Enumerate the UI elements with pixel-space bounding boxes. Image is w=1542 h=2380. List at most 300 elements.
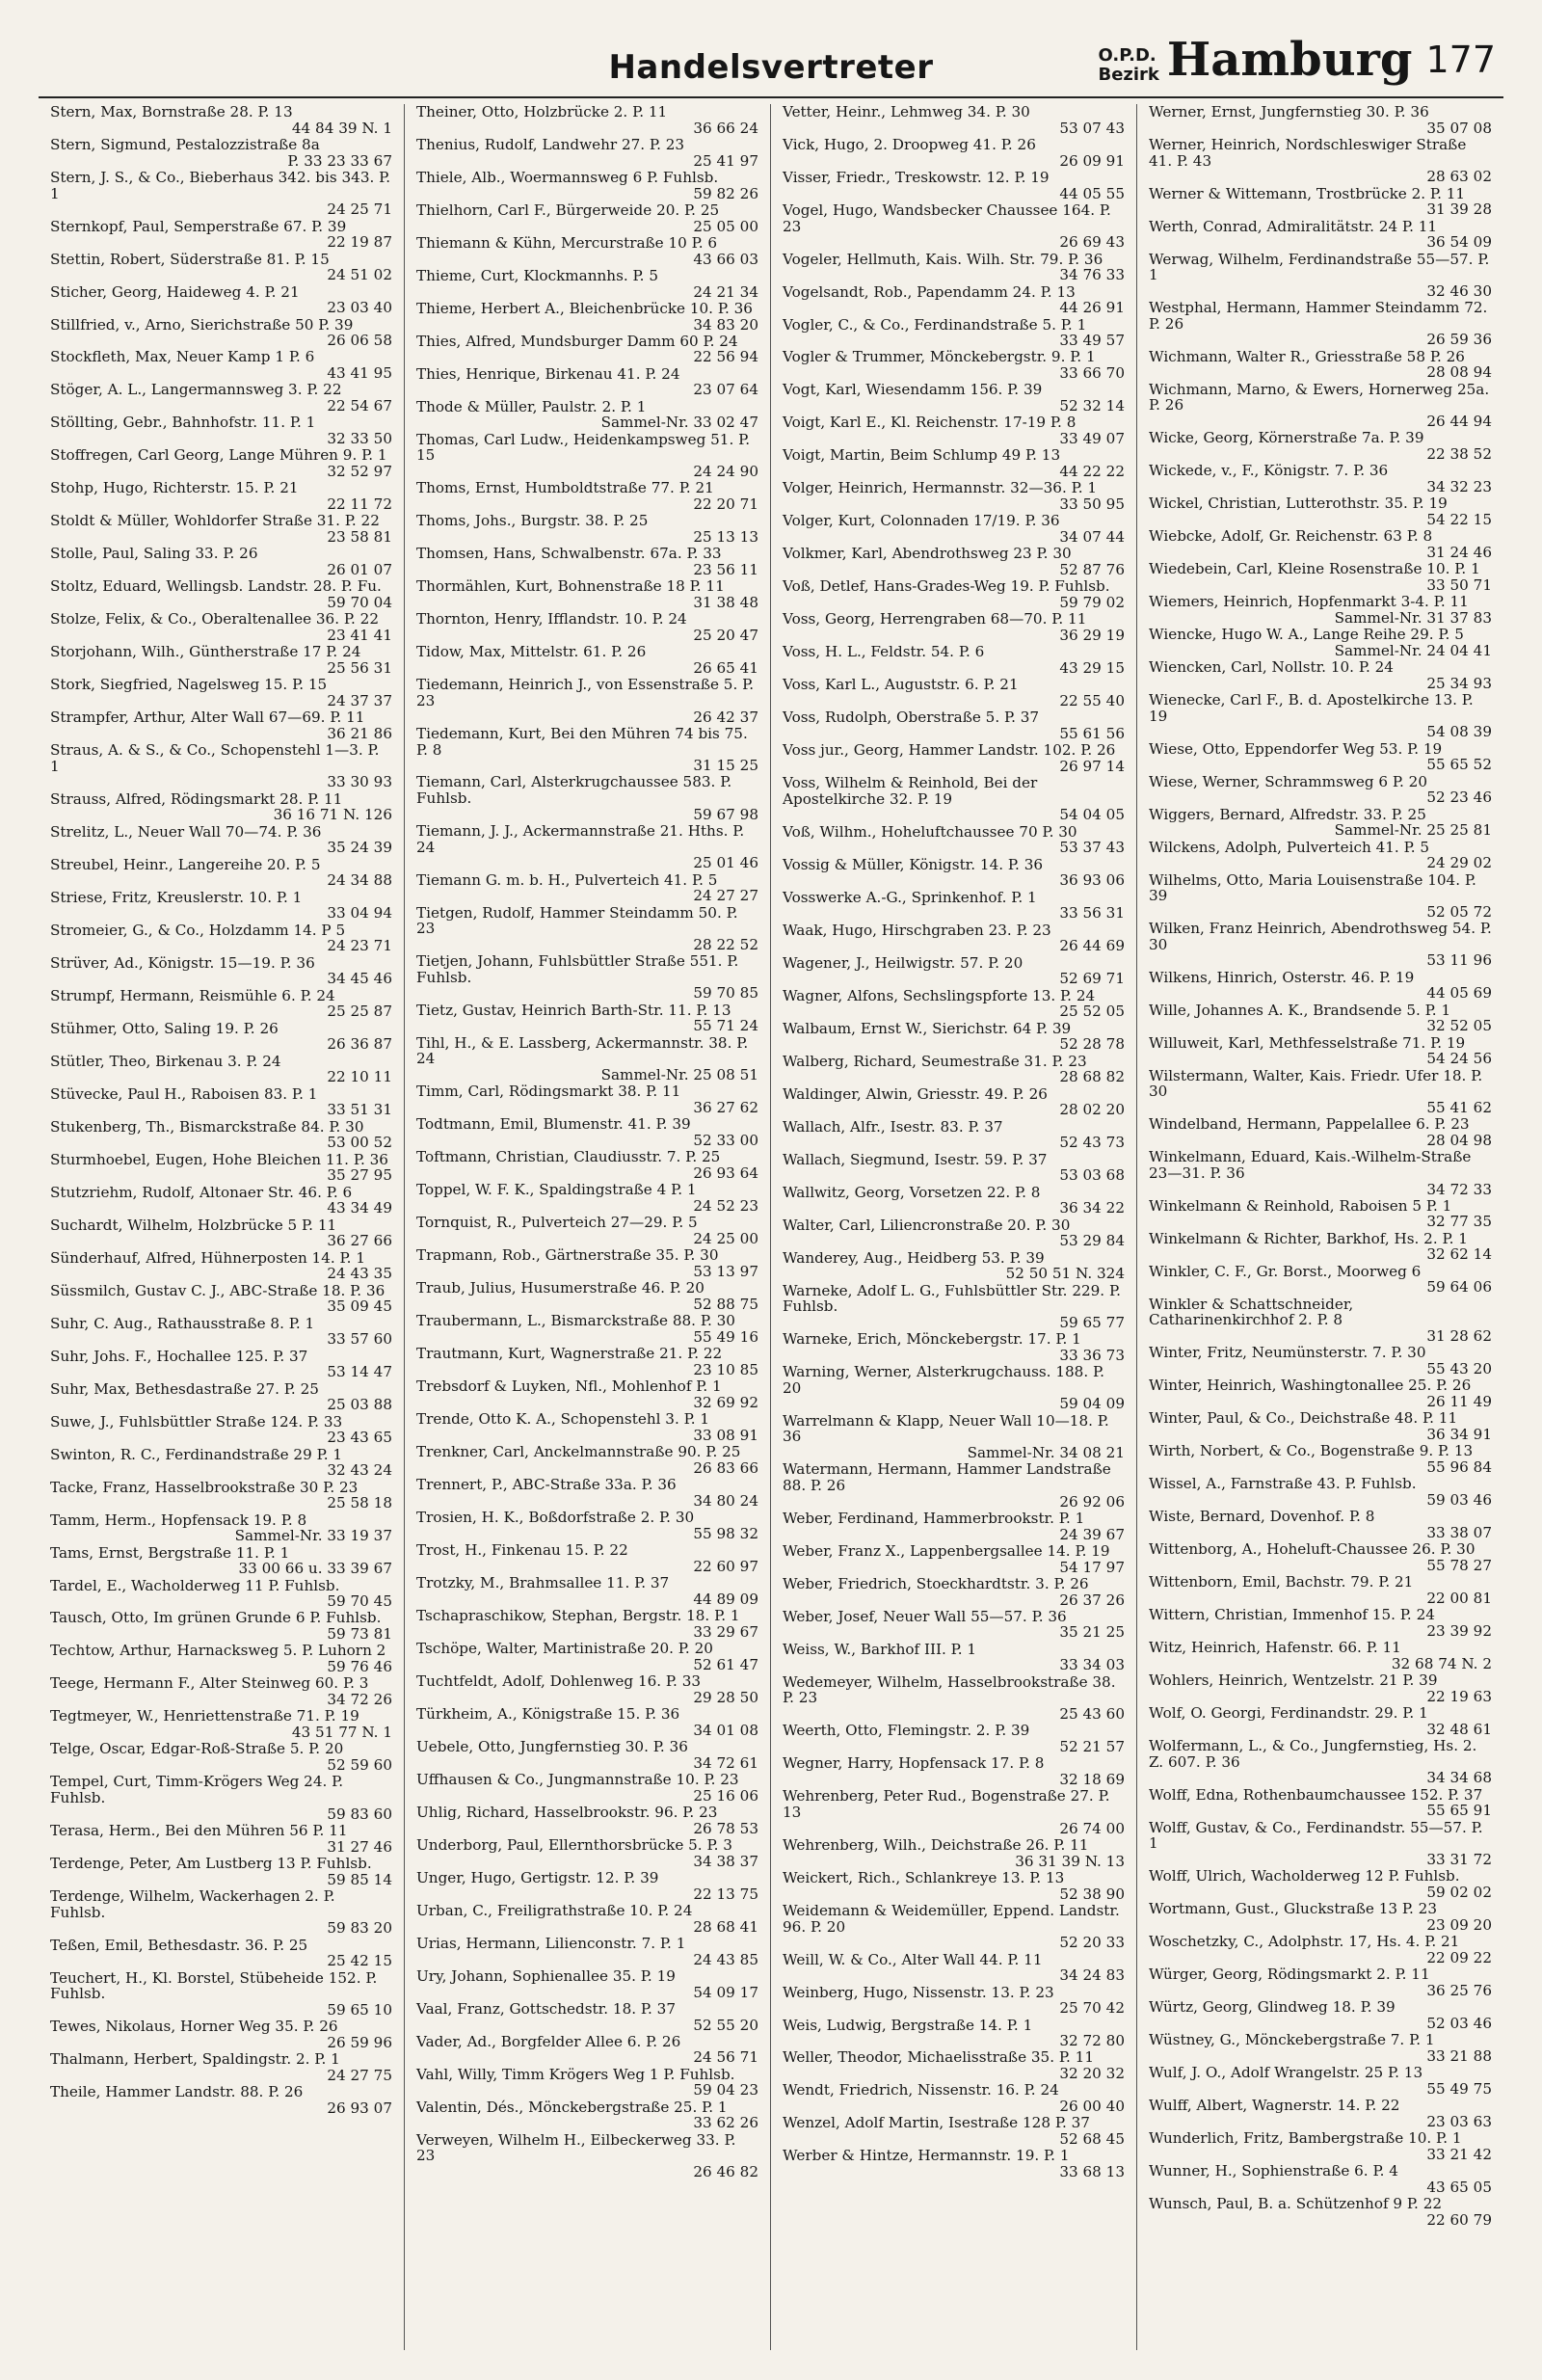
directory-entry [783, 1283, 1125, 1331]
entry-phone: 44 05 55 [1059, 184, 1125, 202]
directory-entry [416, 2067, 758, 2099]
entry-name-address: Uhlig, Richard, Hasselbrookstr. 96. P. 23 [416, 1804, 718, 1821]
entry-name-address: Wilken, Franz Heinrich, Abendrothsweg 54. P. 30 [1149, 920, 1492, 953]
directory-entry [783, 824, 1125, 856]
entry-name-address: Tidow, Max, Mittelstr. 61. P. 26 [416, 643, 647, 661]
entry-phone: 26 92 06 [1059, 1492, 1125, 1511]
entry-name-address: Vogeler, Hellmuth, Kais. Wilh. Str. 79. P. 36 [783, 250, 1103, 268]
directory-entry [50, 890, 392, 922]
entry-name-address: Weis, Ludwig, Bergstraße 14. P. 1 [783, 2016, 1033, 2034]
entry-name-address: Walter, Carl, Liliencronstraße 20. P. 30 [783, 1216, 1071, 1234]
entry-phone: 24 21 34 [693, 282, 758, 301]
entry-name-address: Strampfer, Arthur, Alter Wall 67—69. P. 11 [50, 709, 365, 727]
entry-name-address: Sünderhauf, Alfred, Hühnerposten 14. P. 1 [50, 1248, 365, 1267]
entry-phone: 25 58 18 [327, 1494, 392, 1512]
directory-entry [783, 1870, 1125, 1902]
entry-name-address: Tihl, H., & E. Lassberg, Ackermannstr. 38. P. 24 [416, 1033, 749, 1068]
directory-entry [1149, 219, 1492, 251]
entry-phone: 22 38 52 [1426, 444, 1492, 463]
directory-entry [1149, 1738, 1492, 1786]
entry-phone: 34 76 33 [1059, 266, 1125, 284]
entry-name-address: Winkler, C. F., Gr. Borst., Moorweg 6 [1149, 1262, 1422, 1280]
entry-phone: Sammel-Nr. 34 08 21 [967, 1443, 1125, 1461]
entry-phone: 44 26 91 [1059, 299, 1125, 317]
entry-name-address: Visser, Friedr., Treskowstr. 12. P. 19 [783, 168, 1050, 186]
directory-entry [50, 284, 392, 316]
entry-phone: 25 43 60 [1059, 1705, 1125, 1724]
entry-phone: 26 97 14 [1059, 757, 1125, 775]
directory-entry [1149, 561, 1492, 593]
directory-entry [50, 1970, 392, 2019]
entry-phone: 22 19 63 [1426, 1687, 1492, 1705]
directory-entry [1149, 2163, 1492, 2195]
entry-name-address: Strauss, Alfred, Rödingsmarkt 28. P. 11 [50, 789, 343, 808]
directory-entry [1149, 2065, 1492, 2097]
entry-phone: 26 44 94 [1426, 412, 1492, 430]
directory-entry [416, 170, 758, 201]
entry-phone: 33 68 13 [1059, 2163, 1125, 2181]
entry-phone: 23 03 40 [327, 299, 392, 317]
entry-phone: 31 27 46 [327, 1837, 392, 1856]
directory-entry [783, 1461, 1125, 1510]
directory-entry [1149, 382, 1492, 430]
entry-name-address: Theile, Hammer Landstr. 88. P. 26 [50, 2083, 304, 2101]
entry-phone: 52 33 00 [693, 1131, 758, 1149]
entry-name-address: Wiebcke, Adolf, Gr. Reichenstr. 63 P. 8 [1149, 527, 1433, 546]
directory-entry [416, 1542, 758, 1574]
entry-name-address: Wilstermann, Walter, Kais. Friedr. Ufer 18. P. 30 [1149, 1066, 1483, 1101]
entry-phone: 55 65 91 [1426, 1802, 1492, 1820]
entry-phone: 33 38 07 [1426, 1523, 1492, 1541]
directory-entry [783, 988, 1125, 1020]
entry-name-address: Stühmer, Otto, Saling 19. P. 26 [50, 1019, 279, 1037]
entry-phone: 31 28 62 [1426, 1327, 1492, 1346]
directory-entry [50, 742, 392, 790]
directory-entry [783, 1511, 1125, 1542]
entry-name-address: Trapmann, Rob., Gärtnerstraße 35. P. 30 [416, 1246, 719, 1265]
directory-entry [783, 349, 1125, 381]
entry-phone: 52 28 78 [1059, 1035, 1125, 1054]
entry-name-address: Woschetzky, C., Adolphstr. 17, Hs. 4. P. 21 [1149, 1933, 1460, 1951]
entry-name-address: Trautmann, Kurt, Wagnerstraße 21. P. 22 [416, 1345, 723, 1363]
entry-phone: 55 71 24 [693, 1017, 758, 1035]
entry-name-address: Techtow, Arthur, Harnacksweg 5. P. Luhorn 2 [50, 1642, 386, 1660]
entry-phone: 33 50 95 [1059, 495, 1125, 514]
directory-entry [1149, 186, 1492, 218]
entry-phone: 32 43 24 [327, 1461, 392, 1480]
directory-entry [1149, 1509, 1492, 1540]
entry-phone: 52 59 60 [327, 1756, 392, 1775]
directory-entry [416, 366, 758, 398]
entry-name-address: Vogler & Trummer, Mönckebergstr. 9. P. 1 [783, 348, 1096, 366]
directory-entry [50, 1054, 392, 1085]
entry-phone: 34 83 20 [693, 315, 758, 334]
entry-phone: 36 34 22 [1059, 1199, 1125, 1217]
entry-phone: 26 93 64 [693, 1163, 758, 1182]
directory-entry [783, 2018, 1125, 2049]
entry-name-address: Wilhelms, Otto, Maria Louisenstraße 104. P. 39 [1149, 870, 1476, 905]
entry-phone: 59 73 81 [327, 1625, 392, 1644]
entry-name-address: Straus, A. & S., & Co., Schopenstehl 1—3. P. 1 [50, 741, 380, 775]
entry-name-address: Windelband, Hermann, Pappelallee 6. P. 23 [1149, 1115, 1470, 1134]
directory-entry [1149, 463, 1492, 495]
directory-entry [1149, 104, 1492, 136]
entry-phone: 36 93 06 [1059, 871, 1125, 890]
directory-entry [1149, 528, 1492, 560]
entry-name-address: Weber, Friedrich, Stoeckhardtstr. 3. P. 26 [783, 1574, 1089, 1592]
directory-entry [50, 1185, 392, 1217]
entry-name-address: Theiner, Otto, Holzbrücke 2. P. 11 [416, 104, 668, 120]
entry-name-address: Wicke, Georg, Körnerstraße 7a. P. 39 [1149, 429, 1424, 447]
entry-phone: 22 55 40 [1059, 691, 1125, 709]
entry-phone: 33 30 93 [327, 773, 392, 791]
entry-name-address: Wulf, J. O., Adolf Wrangelstr. 25 P. 13 [1149, 2064, 1423, 2082]
entry-phone: 33 51 31 [327, 1101, 392, 1119]
entry-name-address: Thoms, Ernst, Humboldtstraße 77. P. 21 [416, 479, 714, 497]
directory-entry [416, 2001, 758, 2033]
directory-entry [1149, 1787, 1492, 1819]
entry-phone: 52 88 75 [693, 1295, 758, 1313]
directory-entry [783, 546, 1125, 577]
directory-entry [783, 1331, 1125, 1363]
entry-name-address: Watermann, Hermann, Hammer Landstraße 88. P. 26 [783, 1460, 1111, 1494]
entry-phone: 32 18 69 [1059, 1771, 1125, 1789]
directory-entry [416, 774, 758, 822]
directory-entry [783, 382, 1125, 414]
directory-entry [50, 170, 392, 218]
entry-name-address: Trebsdorf & Luyken, Nfl., Mohlenhof P. 1 [416, 1377, 722, 1396]
entry-phone: 52 43 73 [1059, 1134, 1125, 1152]
directory-entry [416, 1003, 758, 1034]
entry-phone: 22 10 11 [327, 1068, 392, 1086]
entry-name-address: Wortmann, Gust., Gluckstraße 13 P. 23 [1149, 1900, 1437, 1918]
directory-entry [1149, 1820, 1492, 1868]
entry-phone: 34 45 46 [327, 970, 392, 988]
entry-phone: 26 59 36 [1426, 331, 1492, 349]
entry-name-address: Toppel, W. F. K., Spaldingstraße 4 P. 1 [416, 1181, 697, 1199]
entry-phone: 28 68 82 [1059, 1068, 1125, 1086]
directory-entry [416, 1870, 758, 1902]
entry-name-address: Waldinger, Alwin, Griesstr. 49. P. 26 [783, 1084, 1048, 1103]
entry-name-address: Stolze, Felix, & Co., Oberaltenallee 36. P. 22 [50, 610, 379, 628]
entry-phone: 22 00 81 [1426, 1589, 1492, 1607]
entry-phone: 33 49 57 [1059, 332, 1125, 350]
directory-entry [1149, 137, 1492, 185]
entry-phone: 23 43 65 [327, 1429, 392, 1447]
entry-phone: 26 42 37 [693, 708, 758, 726]
entry-phone: 25 05 00 [693, 217, 758, 235]
directory-entry [1149, 872, 1492, 921]
entry-phone: 59 76 46 [327, 1658, 392, 1676]
directory-entry [783, 2049, 1125, 2081]
directory-entry [416, 872, 758, 904]
directory-entry [1149, 2098, 1492, 2129]
entry-phone: 55 43 20 [1426, 1360, 1492, 1378]
entry-name-address: Walbaum, Ernst W., Sierichstr. 64 P. 39 [783, 1019, 1072, 1037]
entry-name-address: Trennert, P., ABC-Straße 33a. P. 36 [416, 1476, 677, 1494]
directory-entry [50, 1119, 392, 1151]
entry-name-address: Uebele, Otto, Jungfernstieg 30. P. 36 [416, 1738, 688, 1756]
directory-entry [1149, 1035, 1492, 1067]
directory-entry [1149, 692, 1492, 740]
entry-phone: 32 48 61 [1426, 1720, 1492, 1738]
entry-name-address: Wenzel, Adolf Martin, Isestraße 128 P. 37 [783, 2114, 1090, 2132]
entry-name-address: Voss, H. L., Feldstr. 54. P. 6 [783, 643, 985, 661]
directory-entry [50, 546, 392, 577]
entry-phone: 24 43 35 [327, 1265, 392, 1283]
directory-entry [416, 578, 758, 610]
directory-entry [1149, 300, 1492, 348]
entry-name-address: Ury, Johann, Sophienallee 35. P. 19 [416, 1966, 676, 1985]
entry-name-address: Werner & Wittemann, Trostbrücke 2. P. 11 [1149, 184, 1466, 202]
entry-name-address: Volger, Heinrich, Hermannstr. 32—36. P. 1 [783, 479, 1098, 497]
directory-entry [783, 923, 1125, 954]
directory-entry [416, 644, 758, 676]
directory-entry [416, 1968, 758, 2000]
entry-name-address: Thies, Henrique, Birkenau 41. P. 24 [416, 364, 680, 383]
directory-entry [50, 1741, 392, 1773]
entry-name-address: Winkelmann & Richter, Barkhof, Hs. 2. P. 1 [1149, 1229, 1468, 1247]
directory-entry [783, 1086, 1125, 1118]
directory-entry [783, 1903, 1125, 1951]
entry-name-address: Underborg, Paul, Ellernthorsbrücke 5. P. 3 [416, 1835, 732, 1854]
directory-entry [50, 414, 392, 446]
entry-phone: 59 70 45 [327, 1592, 392, 1611]
entry-name-address: Tiemann G. m. b. H., Pulverteich 41. P. 5 [416, 870, 718, 889]
entry-phone: 31 39 28 [1426, 201, 1492, 219]
entry-phone: 24 24 90 [693, 463, 758, 481]
directory-entry [783, 1952, 1125, 1984]
entry-name-address: Uffhausen & Co., Jungmannstraße 10. P. 23 [416, 1771, 739, 1789]
entry-name-address: Würtz, Georg, Glindweg 18. P. 39 [1149, 1998, 1396, 2017]
entry-phone: 26 74 00 [1059, 1819, 1125, 1837]
entry-phone: 24 25 71 [327, 201, 392, 219]
entry-phone: 43 41 95 [327, 364, 392, 383]
entry-phone: 26 78 53 [693, 1819, 758, 1837]
directory-entry [783, 578, 1125, 610]
entry-phone: 34 24 83 [1059, 1966, 1125, 1985]
entry-phone: 54 09 17 [693, 1983, 758, 2001]
entry-name-address: Streubel, Heinr., Langereihe 20. P. 5 [50, 855, 321, 873]
entry-name-address: Wanderey, Aug., Heidberg 53. P. 39 [783, 1248, 1045, 1267]
entry-phone: 55 49 75 [1426, 2079, 1492, 2098]
entry-phone: 55 41 62 [1426, 1098, 1492, 1116]
directory-entry [50, 1675, 392, 1707]
entry-phone: 59 82 26 [693, 184, 758, 202]
entry-name-address: Weerth, Otto, Flemingstr. 2. P. 39 [783, 1722, 1030, 1740]
directory-entry [416, 1149, 758, 1181]
entry-phone: 24 52 23 [693, 1196, 758, 1215]
directory-entry [416, 1739, 758, 1771]
entry-name-address: Tewes, Nikolaus, Horner Weg 35. P. 26 [50, 2018, 338, 2036]
directory-entry [1149, 1443, 1492, 1475]
entry-name-address: Tacke, Franz, Hasselbrookstraße 30 P. 23 [50, 1478, 359, 1496]
entry-phone: 36 29 19 [1059, 626, 1125, 644]
directory-entry [783, 414, 1125, 446]
entry-phone: 22 09 22 [1426, 1948, 1492, 1966]
entry-phone: 24 37 37 [327, 691, 392, 709]
entry-name-address: Wohlers, Heinrich, Wentzelstr. 21 P. 39 [1149, 1671, 1438, 1690]
page-header [39, 27, 1503, 91]
directory-entry [50, 988, 392, 1020]
entry-phone: Sammel-Nr. 31 37 83 [1334, 608, 1492, 627]
directory-entry [1149, 774, 1492, 806]
entry-phone: 36 66 24 [693, 119, 758, 137]
entry-name-address: Winter, Fritz, Neumünsterstr. 7. P. 30 [1149, 1344, 1426, 1362]
entry-phone: 28 04 98 [1426, 1131, 1492, 1149]
entry-phone: 52 05 72 [1426, 902, 1492, 921]
entry-phone: 36 31 39 N. 13 [1015, 1852, 1125, 1870]
entry-phone: 36 27 66 [327, 1232, 392, 1250]
entry-phone: 54 22 15 [1426, 510, 1492, 528]
entry-phone: 55 65 52 [1426, 756, 1492, 774]
directory-entry [783, 1788, 1125, 1836]
entry-name-address: Winkelmann & Reinhold, Raboisen 5 P. 1 [1149, 1196, 1452, 1215]
entry-phone: 32 62 14 [1426, 1245, 1492, 1264]
entry-name-address: Wiencke, Hugo W. A., Lange Reihe 29. P. 5 [1149, 626, 1464, 644]
entry-name-address: Strelitz, L., Neuer Wall 70—74. P. 36 [50, 822, 322, 841]
entry-phone: 44 84 39 N. 1 [291, 119, 392, 137]
entry-phone: 22 60 79 [1426, 2210, 1492, 2229]
directory-entry [783, 1723, 1125, 1754]
entry-name-address: Teßen, Emil, Bethesdastr. 36. P. 25 [50, 1936, 308, 1954]
entry-phone: 33 66 70 [1059, 364, 1125, 383]
entry-phone: 59 67 98 [693, 805, 758, 823]
entry-name-address: Verweyen, Wilhelm H., Eilbeckerweg 33. P. 23 [416, 2130, 736, 2165]
entry-name-address: Voss, Wilhelm & Reinhold, Bei der Apostelkirche 32. P. 19 [783, 774, 1038, 808]
entry-phone: 53 14 47 [327, 1363, 392, 1381]
entry-name-address: Voss, Georg, Herrengraben 68—70. P. 11 [783, 610, 1087, 628]
entry-name-address: Wolff, Gustav, & Co., Ferdinandstr. 55—57. P. 1 [1149, 1818, 1483, 1853]
directory-entry [416, 905, 758, 953]
directory-entry [783, 1250, 1125, 1282]
entry-phone: 26 83 66 [693, 1458, 758, 1477]
entry-name-address: Weiss, W., Barkhof III. P. 1 [783, 1640, 977, 1658]
entry-name-address: Trotzky, M., Brahmsallee 11. P. 37 [416, 1574, 670, 1592]
directory-entry [783, 1543, 1125, 1575]
entry-name-address: Sticher, Georg, Haideweg 4. P. 21 [50, 282, 300, 301]
entry-name-address: Tiedemann, Heinrich J., von Essenstraße 5. P. 23 [416, 676, 755, 709]
entry-name-address: Wolff, Ulrich, Wacholderweg 12 P. Fuhlsb. [1149, 1867, 1460, 1885]
directory-entry [1149, 659, 1492, 691]
entry-name-address: Wegner, Harry, Hopfensack 17. P. 8 [783, 1754, 1045, 1773]
directory-entry [1149, 1377, 1492, 1409]
directory-entry [50, 104, 392, 136]
entry-phone: 52 23 46 [1426, 789, 1492, 807]
entry-name-address: Stoltz, Eduard, Wellingsb. Landstr. 28. P. Fu. [50, 577, 382, 596]
entry-phone: 59 03 46 [1426, 1490, 1492, 1509]
entry-phone: 53 07 43 [1059, 119, 1125, 137]
entry-phone: 33 36 73 [1059, 1346, 1125, 1364]
directory-entry [1149, 1149, 1492, 1197]
entry-phone: 25 03 88 [327, 1396, 392, 1414]
entry-phone: 32 77 35 [1426, 1213, 1492, 1231]
entry-name-address: Vossig & Müller, Königstr. 14. P. 36 [783, 855, 1044, 873]
entry-name-address: Stolle, Paul, Saling 33. P. 26 [50, 545, 258, 563]
entry-phone: 25 13 13 [693, 528, 758, 546]
directory-entry [783, 775, 1125, 823]
directory-entry [416, 1247, 758, 1279]
entry-name-address: Tietjen, Johann, Fuhlsbüttler Straße 551. P. Fuhlsb. [416, 952, 739, 986]
directory-entry [416, 1673, 758, 1705]
entry-phone: 43 65 05 [1426, 2178, 1492, 2196]
directory-entry [1149, 1068, 1492, 1116]
directory-entry [1149, 1476, 1492, 1508]
directory-entry [50, 1856, 392, 1887]
entry-phone: 32 69 92 [693, 1393, 758, 1411]
entry-name-address: Sturmhoebel, Eugen, Hohe Bleichen 11. P. 36 [50, 1150, 388, 1168]
directory-entry [1149, 741, 1492, 773]
entry-name-address: Stüvecke, Paul H., Raboisen 83. P. 1 [50, 1084, 318, 1103]
entry-phone: 31 38 48 [693, 593, 758, 611]
entry-phone: 44 05 69 [1426, 984, 1492, 1003]
entry-name-address: Willuweit, Karl, Methfesselstraße 71. P. 19 [1149, 1033, 1466, 1052]
directory-entry [50, 2051, 392, 2083]
directory-entry [416, 1608, 758, 1640]
entry-name-address: Wittenborg, A., Hoheluft-Chaussee 26. P. 30 [1149, 1540, 1476, 1559]
directory-entry [416, 1083, 758, 1115]
directory-entry [416, 1903, 758, 1935]
entry-phone: 34 07 44 [1059, 528, 1125, 546]
entry-phone: 34 38 37 [693, 1852, 758, 1870]
entry-name-address: Weill, W. & Co., Alter Wall 44. P. 11 [783, 1950, 1043, 1968]
entry-name-address: Wichmann, Walter R., Griesstraße 58 P. 26 [1149, 347, 1465, 365]
entry-phone: 55 61 56 [1059, 724, 1125, 742]
entry-phone: 54 24 56 [1426, 1050, 1492, 1068]
directory-entry [1149, 1999, 1492, 2031]
directory-entry [1149, 970, 1492, 1002]
entry-phone: 26 44 69 [1059, 937, 1125, 955]
directory-column [771, 104, 1137, 2350]
entry-name-address: Wehrenberg, Peter Rud., Bogenstraße 27. P. 13 [783, 1787, 1110, 1821]
directory-entry [416, 1116, 758, 1148]
entry-phone: 59 83 20 [327, 1919, 392, 1938]
directory-entry [783, 2148, 1125, 2179]
entry-name-address: Tausch, Otto, Im grünen Grunde 6 P. Fuhlsb. [50, 1609, 382, 1627]
directory-entry [783, 447, 1125, 479]
entry-phone: 26 09 91 [1059, 151, 1125, 170]
directory-entry [1149, 1868, 1492, 1900]
directory-entry [50, 2019, 392, 2050]
entry-name-address: Timm, Carl, Rödingsmarkt 38. P. 11 [416, 1083, 681, 1101]
entry-name-address: Wunderlich, Fritz, Bambergstraße 10. P. 1 [1149, 2129, 1462, 2148]
entry-name-address: Teege, Hermann F., Alter Steinweg 60. P. 3 [50, 1674, 369, 1693]
entry-name-address: Tornquist, R., Pulverteich 27—29. P. 5 [416, 1214, 698, 1232]
entry-phone: 26 36 87 [327, 1035, 392, 1054]
directory-entry [50, 1823, 392, 1855]
entry-name-address: Wiencken, Carl, Nollstr. 10. P. 24 [1149, 658, 1394, 677]
directory-entry [416, 432, 758, 480]
entry-name-address: Trost, H., Finkenau 15. P. 22 [416, 1541, 628, 1560]
directory-entry [783, 709, 1125, 741]
header-rule [39, 96, 1503, 98]
directory-entry [50, 677, 392, 709]
entry-phone: 25 56 31 [327, 658, 392, 677]
entry-phone: 35 07 08 [1426, 119, 1492, 137]
directory-entry [50, 1774, 392, 1822]
directory-entry [783, 611, 1125, 643]
entry-phone: 43 34 49 [327, 1199, 392, 1217]
entry-phone: 44 22 22 [1059, 463, 1125, 481]
directory-entry [50, 709, 392, 741]
directory-entry [783, 1576, 1125, 1608]
directory-entry [783, 1185, 1125, 1217]
directory-entry [1149, 1966, 1492, 1998]
entry-phone: 32 33 50 [327, 430, 392, 448]
entry-phone: 22 11 72 [327, 495, 392, 514]
entry-name-address: Wiemers, Heinrich, Hopfenmarkt 3-4. P. 11 [1149, 593, 1469, 611]
entry-name-address: Striese, Fritz, Kreuslerstr. 10. P. 1 [50, 888, 303, 906]
